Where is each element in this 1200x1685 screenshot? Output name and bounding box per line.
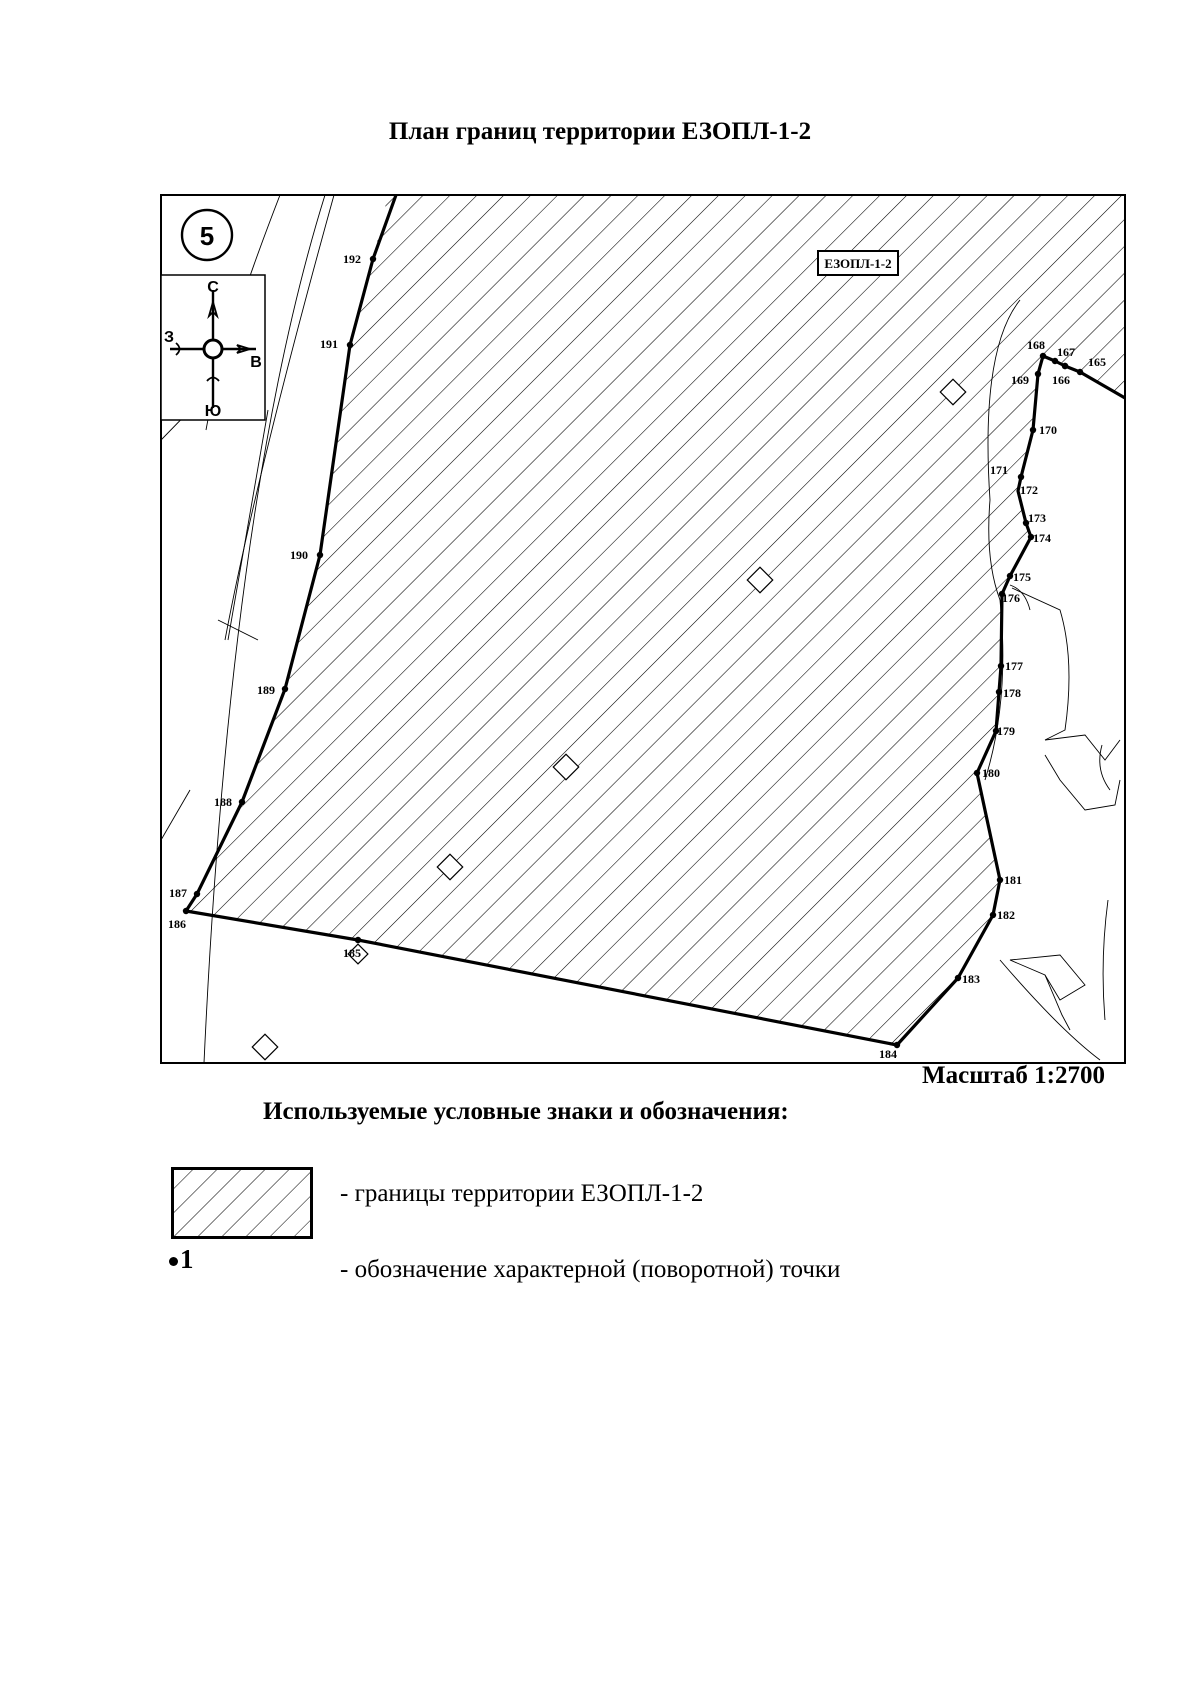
compass-east: В	[250, 354, 262, 371]
turning-point-178	[996, 689, 1002, 695]
turning-point-180	[974, 770, 980, 776]
turning-point-label-179: 179	[997, 724, 1015, 738]
sheet-number: 5	[199, 221, 215, 251]
turning-point-172	[1018, 474, 1024, 480]
turning-point-label-182: 182	[997, 908, 1015, 922]
turning-point-181	[997, 877, 1003, 883]
turning-point-188	[239, 799, 245, 805]
turning-point-191	[347, 342, 353, 348]
turning-point-165	[1077, 369, 1083, 375]
turning-point-label-187: 187	[169, 886, 187, 900]
zone-label: ЕЗОПЛ-1-2	[824, 256, 892, 271]
turning-point-label-173: 173	[1028, 511, 1046, 525]
compass-west: З	[163, 329, 175, 346]
turning-point-label-183: 183	[962, 972, 980, 986]
turning-point-167	[1062, 363, 1068, 369]
turning-point-label-167: 167	[1057, 345, 1075, 359]
compass-north: С	[207, 279, 219, 296]
turning-point-label-177: 177	[1005, 659, 1023, 673]
turning-point-label-166: 166	[1052, 373, 1070, 387]
legend-item-point: - обозначение характерной (поворотной) точки	[340, 1256, 841, 1283]
turning-point-label-185: 185	[343, 946, 361, 960]
sheet-number-badge	[182, 210, 232, 260]
turning-point-label-189: 189	[257, 683, 275, 697]
compass-south: Ю	[204, 403, 222, 420]
turning-point-171	[1030, 427, 1036, 433]
turning-point-label-174: 174	[1033, 531, 1051, 545]
turning-point-label-192: 192	[343, 252, 361, 266]
turning-point-192	[370, 256, 376, 262]
turning-point-label-169: 169	[1011, 373, 1029, 387]
turning-point-189	[282, 686, 288, 692]
turning-point-label-172: 172	[1020, 483, 1038, 497]
turning-point-label-181: 181	[1004, 873, 1022, 887]
turning-point-label-184: 184	[879, 1047, 897, 1061]
turning-point-182	[990, 912, 996, 918]
legend-title: Используемые условные знаки и обозначения:	[263, 1098, 789, 1125]
turning-point-186	[183, 908, 189, 914]
turning-point-190	[317, 552, 323, 558]
compass-center-icon	[204, 340, 222, 358]
turning-point-label-175: 175	[1013, 570, 1031, 584]
map-scale: Масштаб 1:2700	[922, 1062, 1105, 1089]
turning-point-label-176: 176	[1002, 591, 1020, 605]
turning-point-177	[998, 663, 1004, 669]
legend-hatch-swatch	[171, 1167, 313, 1239]
legend-point-symbol	[169, 1244, 194, 1275]
turning-point-169	[1052, 358, 1058, 364]
turning-point-label-178: 178	[1003, 686, 1021, 700]
turning-point-label-165: 165	[1088, 355, 1106, 369]
legend-point-number: 1	[180, 1244, 194, 1274]
turning-point-label-190: 190	[290, 548, 308, 562]
zone-label-box	[818, 251, 898, 275]
territory-area	[186, 195, 1125, 1045]
turning-point-label-191: 191	[320, 337, 338, 351]
turning-point-label-186: 186	[168, 917, 186, 931]
turning-point-label-168: 168	[1027, 338, 1045, 352]
turning-point-label-170: 170	[1039, 423, 1057, 437]
compass-rose	[161, 275, 265, 420]
point-marker-icon	[169, 1257, 178, 1266]
turning-point-label-180: 180	[982, 766, 1000, 780]
turning-point-183	[955, 975, 961, 981]
turning-point-label-188: 188	[214, 795, 232, 809]
turning-point-label-171: 171	[990, 463, 1008, 477]
turning-point-187	[194, 891, 200, 897]
turning-point-168	[1040, 353, 1046, 359]
turning-point-185	[355, 937, 361, 943]
page-title: План границ территории ЕЗОПЛ-1-2	[388, 118, 812, 145]
legend-item-territory: - границы территории ЕЗОПЛ-1-2	[340, 1180, 704, 1207]
turning-point-170	[1035, 371, 1041, 377]
